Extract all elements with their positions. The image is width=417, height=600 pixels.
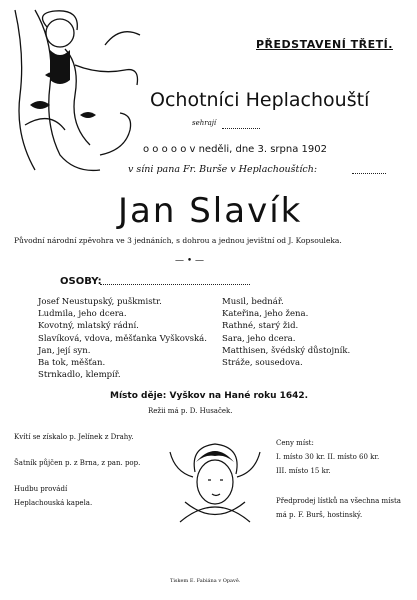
notes-left: [14, 430, 140, 510]
cast-item: Ludmila, jeho dcera.: [38, 309, 127, 320]
play-title: Jan Slavík: [118, 191, 303, 231]
play-subtitle: Původní národní zpěvohra ve 3 jednáních, s dohrou a jednou jevištní od J. Kopsouleka.: [14, 236, 342, 245]
cast-item: Strnkadlo, klempíř.: [38, 370, 121, 381]
portrait-ornament: [160, 432, 270, 542]
org-title: Ochotníci Heplachouští: [150, 89, 370, 111]
setting-line: Místo děje: Vyškov na Hané roku 1642.: [110, 391, 309, 401]
note-line: Heplachouská kapela.: [14, 499, 93, 507]
cast-item: Josef Neustupský, puškmistr.: [38, 297, 162, 307]
cast-item: Jan, její syn.: [38, 345, 91, 356]
cast-heading: OSOBY:: [60, 276, 102, 287]
cast-item: Kovotný, mlatský rádní.: [38, 321, 139, 332]
director-line: Režii má p. D. Husaček.: [148, 407, 233, 415]
note-line: Hudbu provádí: [14, 485, 68, 493]
cast-left-list: [38, 296, 207, 381]
performance-date: o o o o o v neděli, dne 3. srpna 1902: [143, 144, 327, 155]
cast-item: Slavíková, vdova, měšťanka Vyškovská.: [38, 333, 207, 344]
note-line: Šatník půjčen p. z Brna, z pan. pop.: [14, 459, 141, 467]
cast-item: Rathné, starý žid.: [222, 321, 299, 332]
note-line: Předprodej lístků na všechna místa: [276, 497, 401, 505]
notes-right: [276, 436, 401, 522]
cast-right-list: [222, 296, 350, 369]
cast-item: Matthisen, švédský důstojník.: [222, 345, 351, 356]
cast-item: Ba tok, měšťan.: [38, 358, 106, 369]
venue-line: v síni pana Fr. Burše v Heplachouštích:: [128, 164, 318, 175]
note-line: Ceny míst:: [276, 439, 314, 447]
art-nouveau-ornament: [5, 5, 145, 180]
org-subline: sehrají: [192, 119, 217, 127]
separator: — • —: [175, 256, 205, 266]
printer-footer: Tiskem E. Fabiána v Opavě.: [170, 578, 241, 584]
cast-item: Musil, bednář.: [222, 297, 284, 307]
cast-item: Stráže, sousedova.: [222, 358, 303, 369]
note-line: III. místo 15 kr.: [276, 467, 331, 475]
performance-header: PŘEDSTAVENÍ TŘETÍ.: [256, 38, 393, 51]
note-line: má p. F. Burš, hostinský.: [276, 511, 363, 519]
cast-item: Sara, jeho dcera.: [222, 333, 296, 344]
note-line: Kvítí se získalo p. Jelínek z Drahy.: [14, 433, 134, 441]
note-line: I. místo 30 kr. II. místo 60 kr.: [276, 453, 380, 461]
cast-item: Kateřina, jeho žena.: [222, 309, 309, 320]
